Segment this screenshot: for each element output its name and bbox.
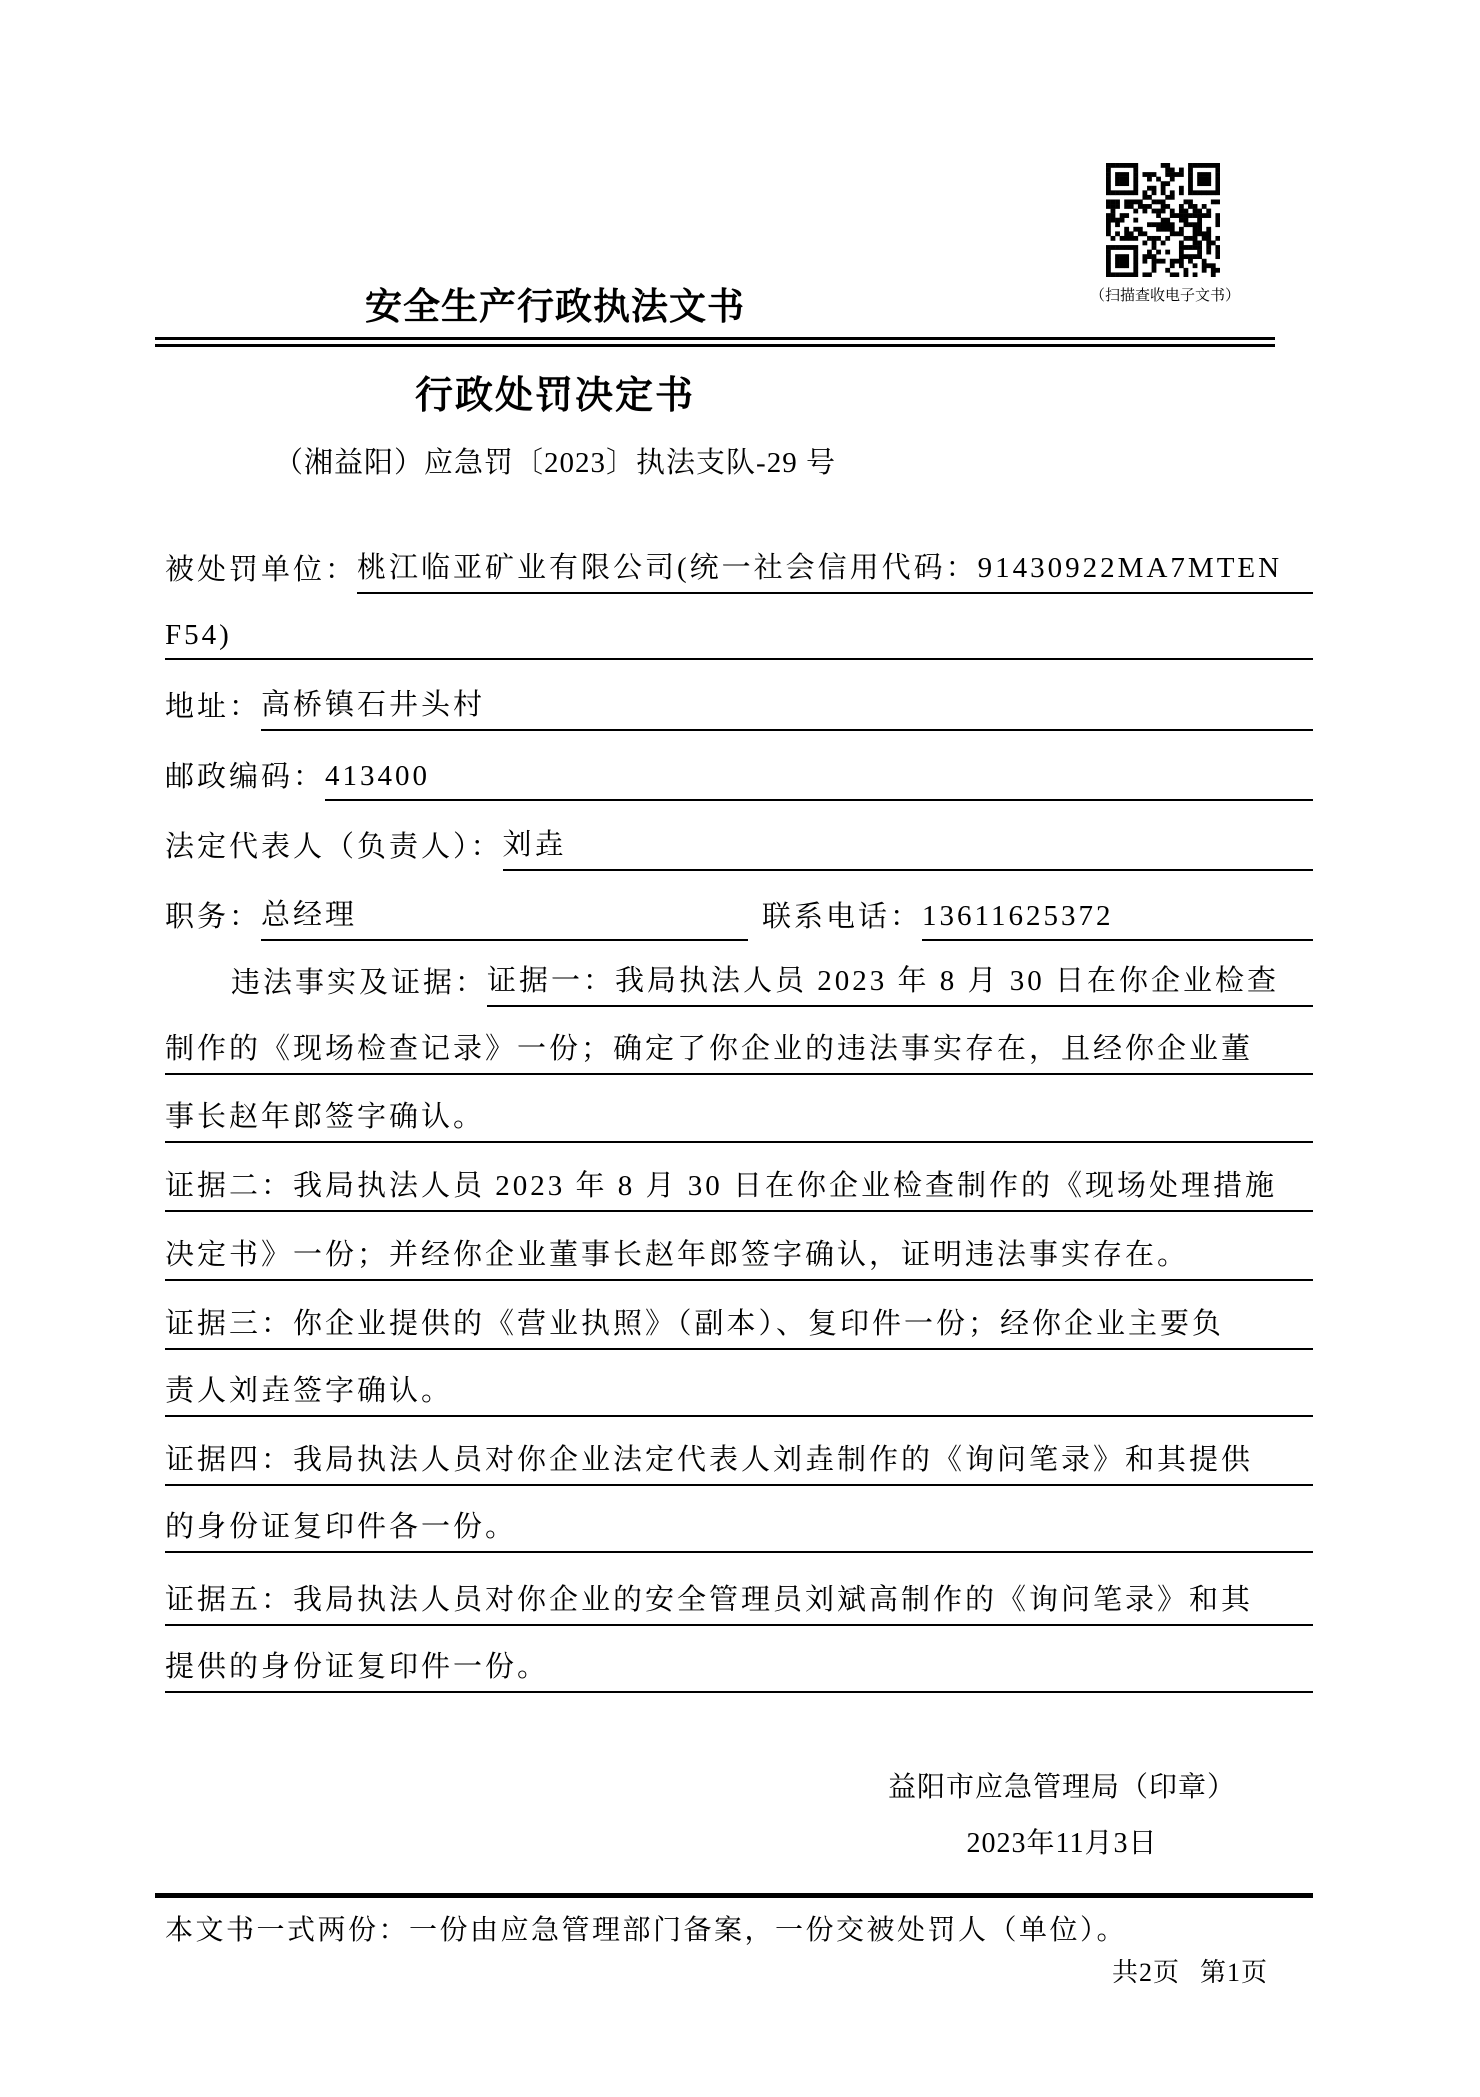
pagination xyxy=(1112,1952,1268,1989)
evidence-line: 提供的身份证复印件一份。 xyxy=(165,1647,1313,1693)
field-label: 邮政编码： xyxy=(165,761,326,793)
field-postal-code xyxy=(165,755,1313,801)
document-category-title: 安全生产行政执法文书 xyxy=(365,287,745,328)
field-label-position: 职务： xyxy=(165,901,262,933)
field-label: 被处罚单位： xyxy=(165,554,358,586)
field-value-position: 总经理 xyxy=(261,895,748,941)
field-value-phone: 13611625372 xyxy=(922,900,1313,941)
footer-note: 本文书一式两份：一份由应急管理部门备案，一份交被处罚人（单位）。 xyxy=(165,1915,1128,1946)
evidence-intro-line xyxy=(231,961,1313,1007)
field-penalized-unit xyxy=(165,548,1313,594)
field-value: 桃江临亚矿业有限公司(统一社会信用代码：91430922MA7MTEN xyxy=(357,548,1313,594)
footer-rule xyxy=(155,1893,1313,1898)
evidence-line: 证据四：我局执法人员对你企业法定代表人刘垚制作的《询问笔录》和其提供 xyxy=(165,1440,1313,1486)
field-label: 法定代表人（负责人）： xyxy=(165,831,503,863)
document-number: （湘益阳）应急罚〔2023〕执法支队-29 号 xyxy=(274,447,836,479)
field-legal-representative xyxy=(165,825,1313,871)
field-label-phone: 联系电话： xyxy=(762,901,923,933)
document-title: 行政处罚决定书 xyxy=(414,375,695,417)
evidence-intro-label: 违法事实及证据： xyxy=(231,967,488,999)
evidence-line: 证据五：我局执法人员对你企业的安全管理员刘斌高制作的《询问笔录》和其 xyxy=(165,1580,1313,1626)
evidence-line: 制作的《现场检查记录》一份；确定了你企业的违法事实存在，且经你企业董 xyxy=(165,1029,1313,1075)
issuing-authority: 益阳市应急管理局（印章） xyxy=(888,1772,1237,1803)
double-rule-divider xyxy=(155,337,1275,347)
signature-block xyxy=(888,1765,1236,1861)
field-penalized-unit-continued xyxy=(165,614,1313,660)
field-position-and-phone xyxy=(165,895,1313,941)
evidence-line: 决定书》一份；并经你企业董事长赵年郎签字确认，证明违法事实存在。 xyxy=(165,1235,1313,1281)
evidence-intro-text: 证据一：我局执法人员 2023 年 8 月 30 日在你企业检查 xyxy=(487,961,1313,1007)
evidence-line: 责人刘垚签字确认。 xyxy=(165,1371,1313,1417)
issue-date: 2023年11月3日 xyxy=(966,1828,1158,1859)
qr-code xyxy=(1106,163,1220,277)
field-value: 高桥镇石井头村 xyxy=(261,685,1313,731)
evidence-line: 证据三：你企业提供的《营业执照》（副本）、复印件一份；经你企业主要负 xyxy=(165,1304,1313,1350)
current-page: 第1页 xyxy=(1199,1958,1268,1987)
field-value: 刘垚 xyxy=(503,825,1313,871)
evidence-line: 证据二：我局执法人员 2023 年 8 月 30 日在你企业检查制作的《现场处理措施 xyxy=(165,1166,1313,1212)
qr-caption: （扫描查收电子文书） xyxy=(1089,288,1240,304)
total-pages: 共2页 xyxy=(1111,1958,1180,1987)
field-address xyxy=(165,685,1313,731)
evidence-line: 事长赵年郎签字确认。 xyxy=(165,1097,1313,1143)
field-value: F54) xyxy=(165,619,1313,660)
field-label: 地址： xyxy=(165,691,262,723)
evidence-line: 的身份证复印件各一份。 xyxy=(165,1507,1313,1553)
field-value: 413400 xyxy=(325,760,1313,801)
